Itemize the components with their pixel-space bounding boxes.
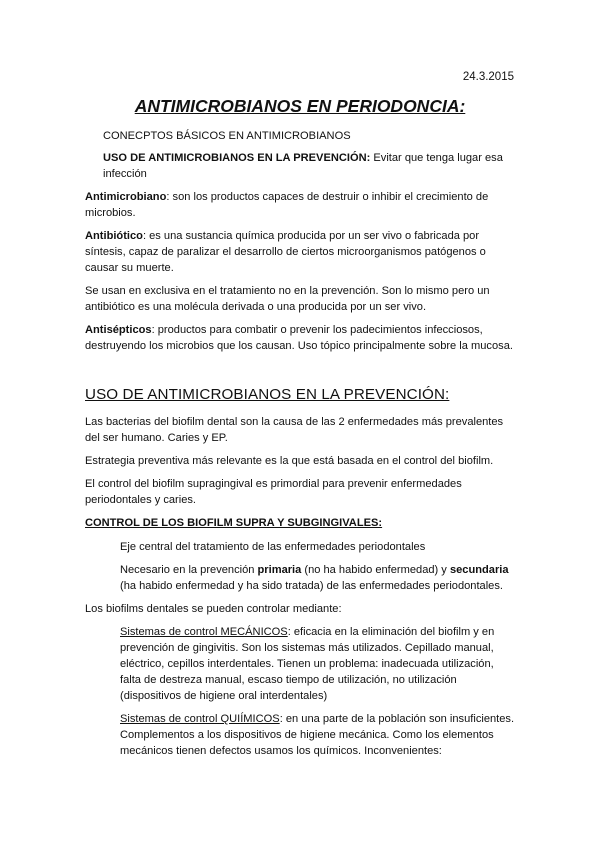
definition-antimicrobiano bbox=[85, 189, 517, 221]
definition-term: Antibiótico bbox=[85, 230, 143, 242]
prevention-intro-label: USO DE ANTIMICROBIANOS EN LA PREVENCIÓN: bbox=[103, 152, 371, 164]
mechanical-text: : eficacia en la eliminación del biofilm y en prevención de gingivitis. Son los sistemas más utilizados. Cepillado manual, eléctrico, cepillos interdentales. Tienen un problema: inadecuada utilización, falta de destreza manual, escaso tiempo de utilización, no utilización (dispositivos de higiene oral interdentales) bbox=[120, 626, 495, 702]
chemical-label: Sistemas de control QUIÍMICOS bbox=[120, 713, 280, 725]
subtitle: CONECPTOS BÁSICOS EN ANTIMICROBIANOS bbox=[103, 130, 351, 142]
note-exclusive-paragraph: Se usan en exclusiva en el tratamiento no en la prevención. Son lo mismo pero un antibiótico es una molécula derivada o una producida por un ser vivo. bbox=[85, 285, 490, 313]
document-title: ANTIMICROBIANOS EN PERIODONCIA: bbox=[134, 96, 466, 116]
section2-paragraph-1: Las bacterias del biofilm dental son la causa de las 2 enfermedades más prevalentes del ser humano. Caries y EP. bbox=[85, 416, 504, 444]
section2-paragraph-2: Estrategia preventiva más relevante es la que está basada en el control del biofilm. bbox=[85, 455, 494, 467]
control-heading: CONTROL DE LOS BIOFILM SUPRA Y SUBGINGIVALES: bbox=[85, 517, 383, 529]
control-item-2-text-c: (ha habido enfermedad y ha sido tratada) de las enfermedades periodontales. bbox=[120, 580, 503, 592]
chemical-text: : en una parte de la población son insuficientes. Complementos a los dispositivos de higiene mecánica. Como los elementos mecánicos tienen defectos usamos los químicos. Inconvenientes: bbox=[120, 713, 515, 757]
section2-heading: USO DE ANTIMICROBIANOS EN LA PREVENCIÓN: bbox=[85, 386, 450, 403]
prevention-intro-paragraph bbox=[103, 150, 517, 182]
mechanical-label: Sistemas de control MECÁNICOS bbox=[120, 626, 288, 638]
antisepticos-text: : productos para combatir o prevenir los padecimientos infecciosos, destruyendo los microbios que los causan. Uso tópico principalmente sobre la mucosa. bbox=[85, 324, 513, 352]
definition-text: : son los productos capaces de destruir o inhibir el crecimiento de microbios. bbox=[85, 191, 489, 219]
definition-text: : es una sustancia química producida por un ser vivo o fabricada por síntesis, capaz de paralizar el desarrollo de ciertos microorganismos patógenos o causar su muerte. bbox=[85, 230, 486, 274]
definition-antibiotico bbox=[85, 228, 517, 276]
primary-term: primaria bbox=[257, 564, 302, 576]
prevention-intro-text: Evitar que tenga lugar esa infección bbox=[103, 152, 503, 180]
secondary-term: secundaria bbox=[449, 564, 509, 576]
definition-term: Antimicrobiano bbox=[85, 191, 167, 203]
control-item-2-text-a: Necesario en la prevención bbox=[120, 564, 258, 576]
document-date: 24.3.2015 bbox=[462, 71, 514, 83]
control-item-2-text-b: (no ha habido enfermedad) y bbox=[301, 564, 450, 576]
antisepticos-paragraph bbox=[85, 322, 517, 354]
mechanical-control-paragraph bbox=[120, 624, 517, 704]
antisepticos-term: Antisépticos bbox=[85, 324, 152, 336]
control-item-2 bbox=[120, 562, 517, 594]
biofilm-control-intro: Los biofilms dentales se pueden controlar mediante: bbox=[85, 603, 342, 615]
control-item-1: Eje central del tratamiento de las enfermedades periodontales bbox=[120, 541, 426, 553]
section2-paragraph-3: El control del biofilm supragingival es primordial para prevenir enfermedades periodontales y caries. bbox=[85, 478, 462, 506]
chemical-control-paragraph bbox=[120, 711, 517, 759]
